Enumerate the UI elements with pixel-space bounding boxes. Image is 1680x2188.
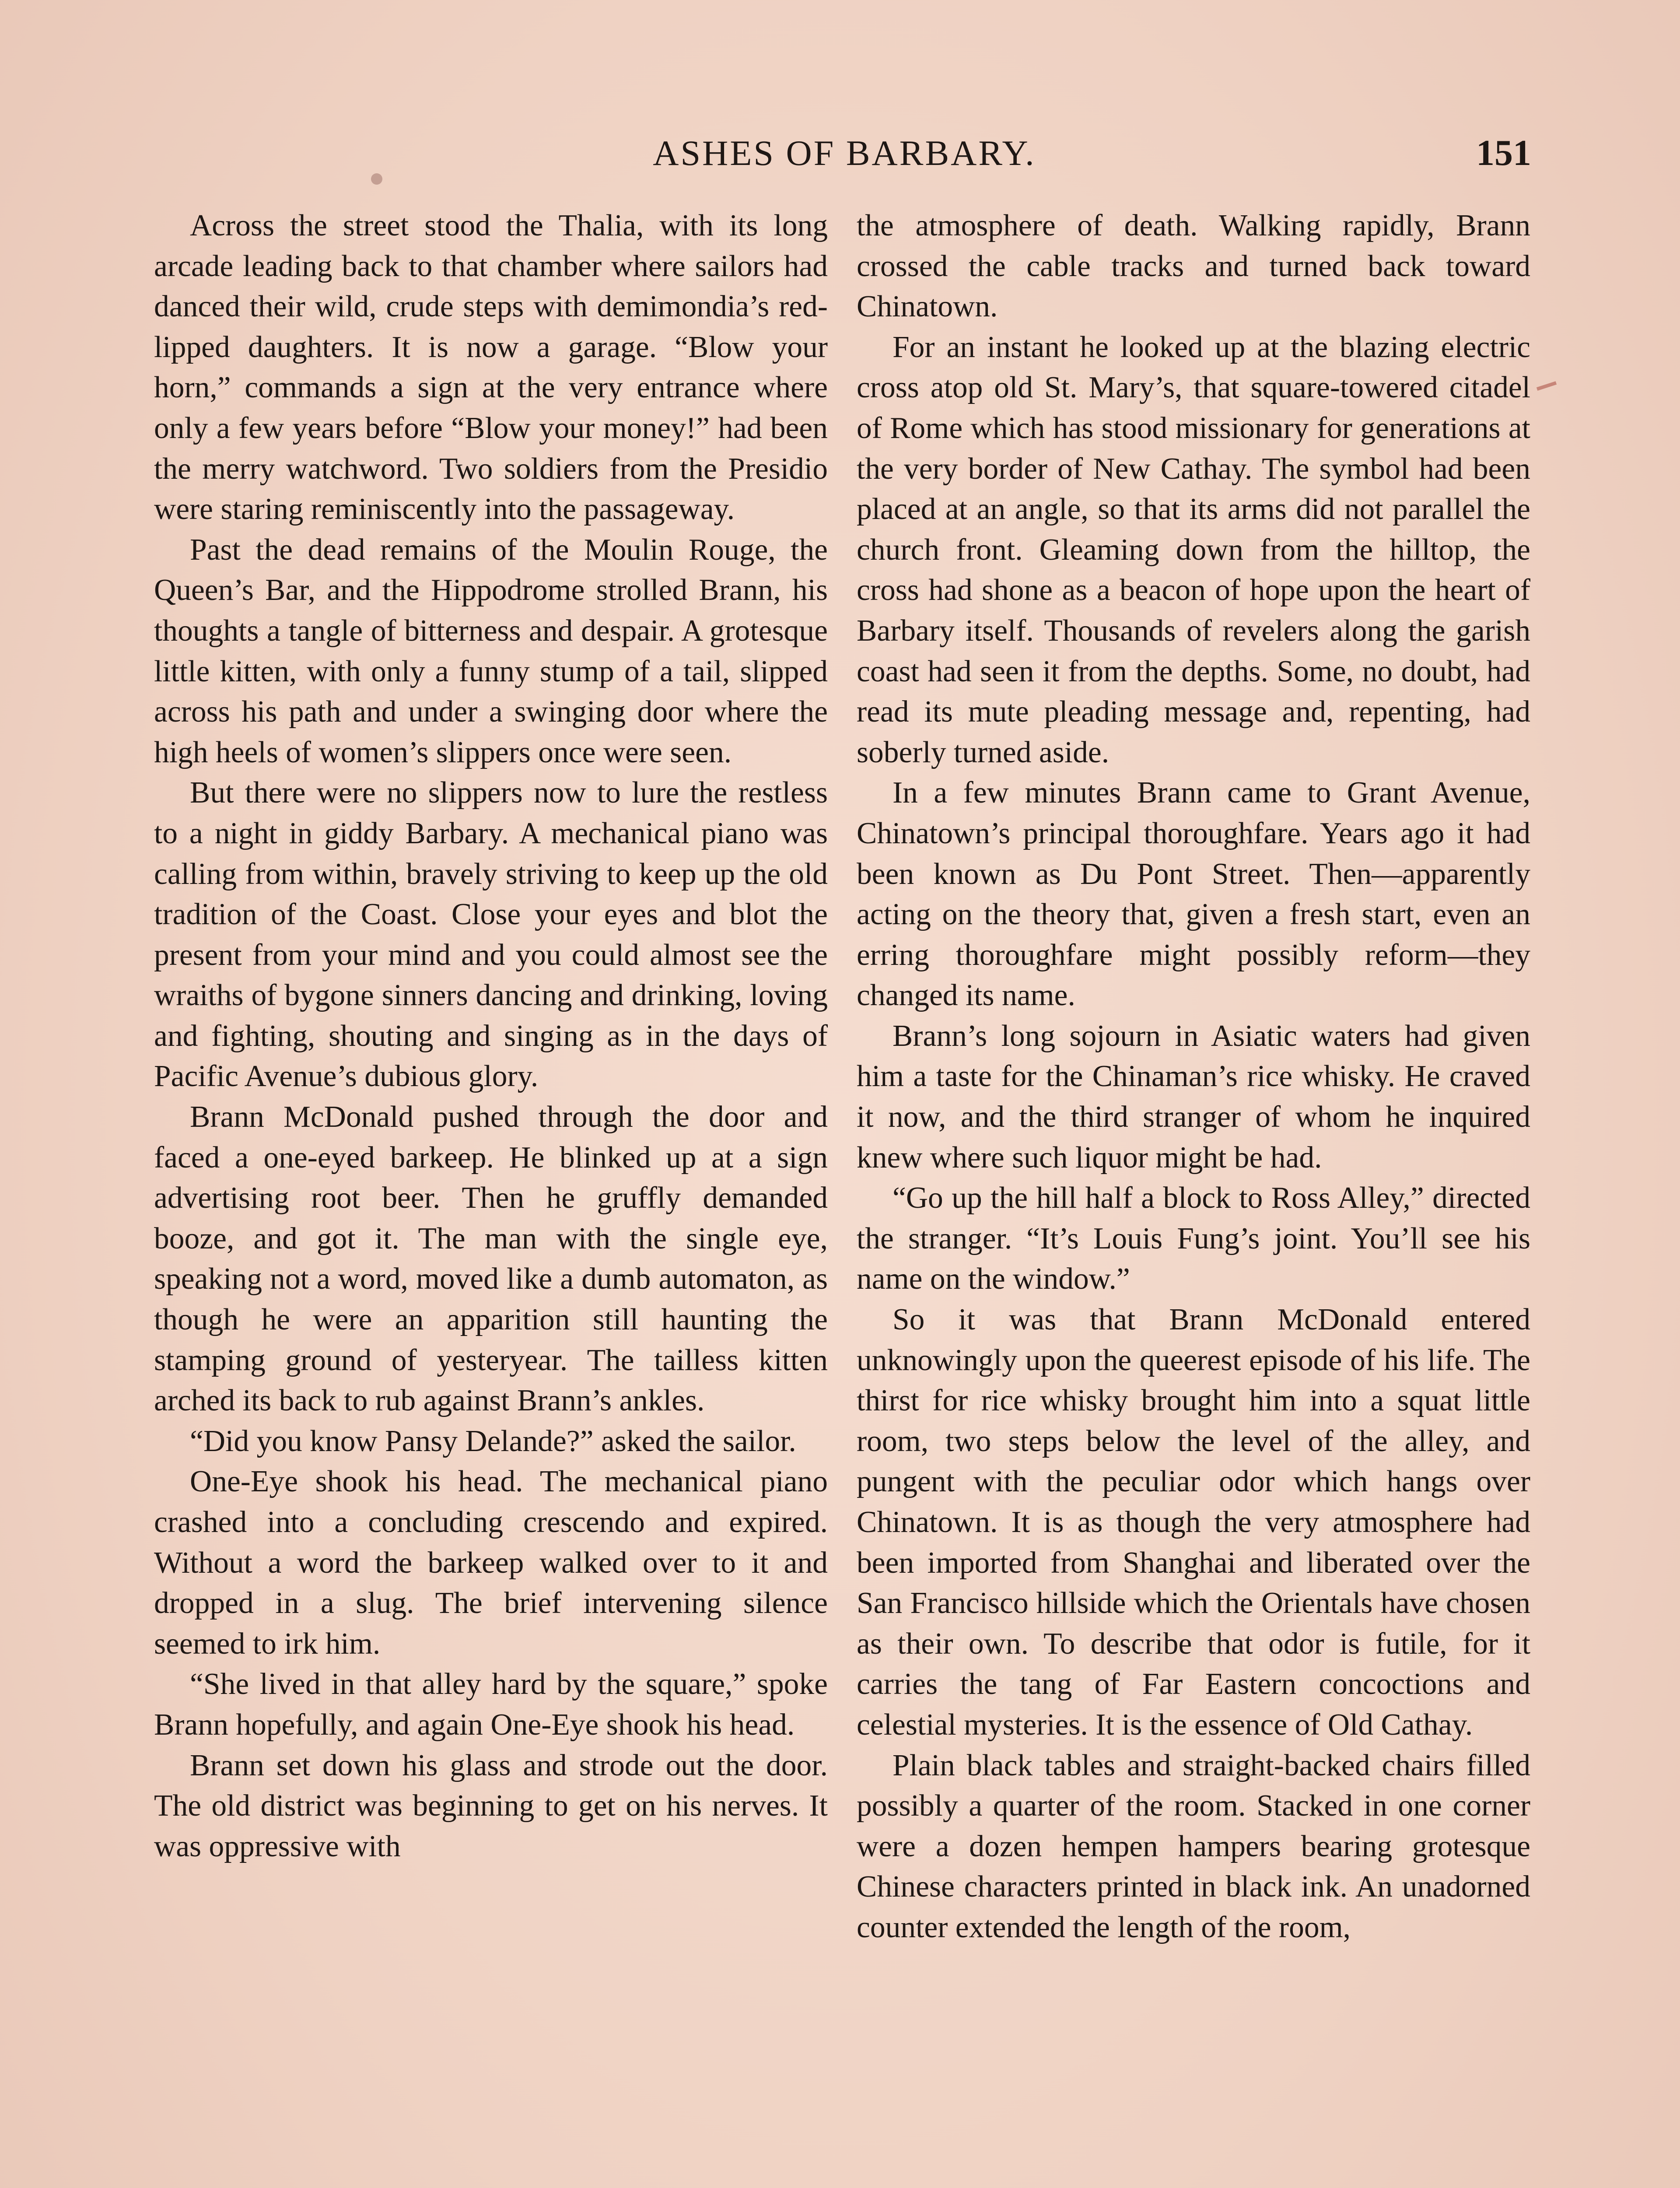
paragraph: Across the street stood the Thalia, with its long arcade leading back to that chamber where sailors had danced their wild, crude steps with demimondia’s red-lipped daughters. It is now a garage. “Blow your horn,” commands a sign at the very entrance where only a few years before “Blow your money!” had been the merry watchword. Two soldiers from the Presidio were staring reminiscently into the passageway. bbox=[154, 209, 828, 526]
paragraph: One-Eye shook his head. The mechanical piano crashed into a concluding crescendo and expired. Without a word the barkeep walked over to it and dropped in a slug. The brief intervening silence seemed to irk him. bbox=[154, 1465, 828, 1661]
paragraph: Brann’s long sojourn in Asiatic waters had given him a taste for the Chinaman’s rice whisky. He craved it now, and the third stranger of whom he inquired knew where such liquor might be had. bbox=[857, 1019, 1530, 1175]
paragraph: For an instant he looked up at the blazing electric cross atop old St. Mary’s, that square-towered citadel of Rome which has stood missionary for generations at the very border of New Cathay. The symbol had been placed at an angle, so that its arms did not parallel the church front. Gleaming down from the hilltop, the cross had shone as a beacon of hope upon the heart of Barbary itself. Thousands of revelers along the garish coast had seen it from the depths. Some, no doubt, had read its mute pleading message and, repenting, had soberly turned aside. bbox=[857, 330, 1530, 769]
paragraph: Past the dead remains of the Moulin Rouge, the Queen’s Bar, and the Hippodrome strolled Brann, his thoughts a tangle of bitterness and despair. A grotesque little kitten, with only a funny stump of a tail, slipped across his path and under a swinging door where the high heels of women’s slippers once were seen. bbox=[154, 533, 828, 769]
paragraph: “Go up the hill half a block to Ross Alley,” directed the stranger. “It’s Louis Fung’s joint. You’ll see his name on the window.” bbox=[857, 1181, 1530, 1296]
page-number: 151 bbox=[1476, 133, 1531, 173]
running-head: ASHES OF BARBARY. bbox=[653, 133, 1036, 173]
paragraph: Brann set down his glass and strode out the door. The old district was beginning to get on his nerves. It was oppressive with bbox=[154, 1748, 828, 1863]
paragraph: So it was that Brann McDonald entered unknowingly upon the queerest episode of his life. The thirst for rice whisky brought him into a squat little room, two steps below the level of the alley, and pungent with the peculiar odor which hangs over Chinatown. It is as though the very atmosphere had been imported from Shanghai and liberated over the San Francisco hillside which the Orientals have chosen as their own. To describe that odor is futile, for it carries the tang of Far Eastern concoctions and celestial mysteries. It is the essence of Old Cathay. bbox=[857, 1303, 1530, 1742]
left-column bbox=[154, 206, 828, 1867]
paragraph: Plain black tables and straight-backed chairs filled possibly a quarter of the room. Stacked in one corner were a dozen hempen hampers bearing grotesque Chinese characters printed in black ink. An unadorned counter extended the length of the room, bbox=[857, 1748, 1530, 1944]
page-header bbox=[158, 123, 1531, 184]
paragraph-continued: the atmosphere of death. Walking rapidly, Brann crossed the cable tracks and turned back toward Chinatown. bbox=[857, 209, 1530, 324]
paper-blemish bbox=[371, 173, 382, 185]
right-column bbox=[857, 206, 1530, 1948]
paragraph: “She lived in that alley hard by the square,” spoke Brann hopefully, and again One-Eye shook his head. bbox=[154, 1667, 828, 1742]
paragraph: In a few minutes Brann came to Grant Avenue, Chinatown’s principal thoroughfare. Years ago it had been known as Du Pont Street. Then—apparently acting on the theory that, given a fresh start, even an erring thoroughfare might possibly reform—they changed its name. bbox=[857, 776, 1530, 1013]
paragraph: Brann McDonald pushed through the door and faced a one-eyed barkeep. He blinked up at a sign advertising root beer. Then he gruffly demanded booze, and got it. The man with the single eye, speaking not a word, moved like a dumb automaton, as though he were an apparition still haunting the stamping ground of yesteryear. The tailless kitten arched its back to rub against Brann’s ankles. bbox=[154, 1100, 828, 1418]
paragraph: “Did you know Pansy Delande?” asked the sailor. bbox=[190, 1424, 796, 1458]
paragraph: But there were no slippers now to lure the restless to a night in giddy Barbary. A mechanical piano was calling from within, bravely striving to keep up the old tradition of the Coast. Close your eyes and blot the present from your mind and you could almost see the wraiths of bygone sinners dancing and drinking, loving and fighting, shouting and singing as in the days of Pacific Avenue’s dubious glory. bbox=[154, 776, 828, 1094]
